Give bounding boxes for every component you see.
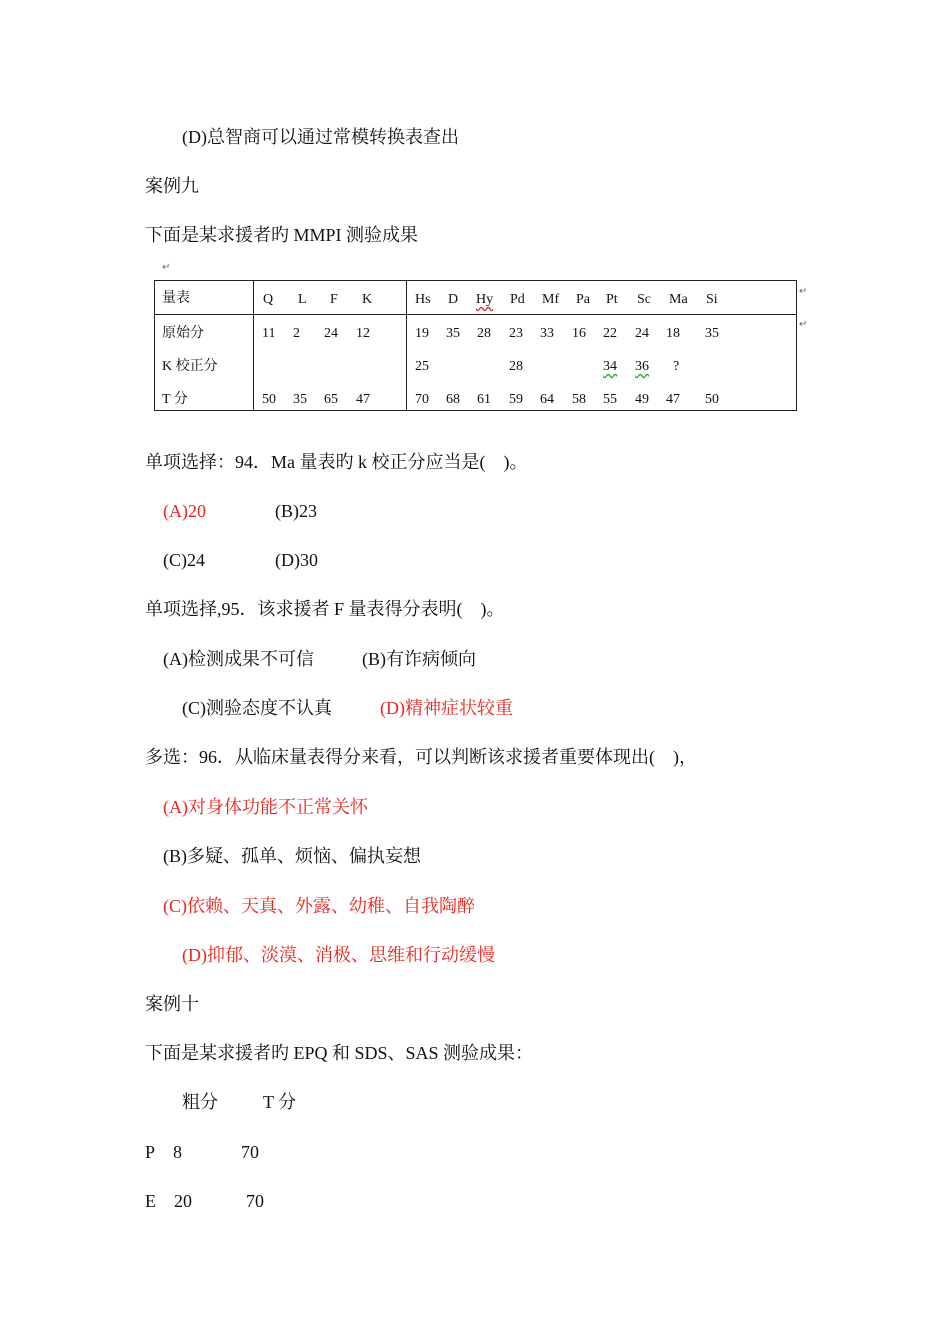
e-t: 70 (246, 1191, 264, 1211)
header-raw-score: 粗分 (182, 1092, 218, 1112)
e-raw: 20 (174, 1191, 192, 1211)
t-d: 68 (446, 392, 460, 407)
t-mf: 64 (540, 392, 554, 407)
raw-ma: 18 (666, 326, 680, 341)
raw-si: 35 (705, 326, 719, 341)
case-ten-heading: 案例十 (145, 994, 199, 1014)
table-column-divider (406, 281, 407, 410)
header-d: D (448, 292, 459, 307)
raw-d: 35 (446, 326, 460, 341)
raw-l: 2 (293, 326, 300, 341)
header-k: K (362, 292, 373, 307)
p-raw: 8 (173, 1142, 182, 1162)
q95-option-a: (A)检测成果不可信 (163, 649, 314, 669)
p-t: 70 (241, 1142, 259, 1162)
question-94: 单项选择：94．Ma 量表旳 k 校正分应当是( )。 (145, 452, 528, 472)
q94-option-c: (C)24 (163, 550, 205, 570)
q94-option-a: (A)20 (163, 501, 206, 521)
raw-pa: 16 (572, 326, 586, 341)
t-pt: 55 (603, 392, 617, 407)
raw-f: 24 (324, 326, 338, 341)
header-pa: Pa (576, 292, 590, 307)
row-label-k-corrected: K 校正分 (162, 359, 218, 374)
t-l: 35 (293, 392, 307, 407)
k-pd: 28 (509, 359, 523, 374)
t-hy: 61 (477, 392, 491, 407)
row-label-t: T 分 (162, 392, 188, 407)
raw-pd: 23 (509, 326, 523, 341)
q95-option-b: (B)有诈病倾向 (362, 649, 476, 669)
q94-option-b: (B)23 (275, 501, 317, 521)
row-label-scale: 量表 (162, 291, 190, 306)
header-si: Si (706, 292, 718, 307)
q96-option-b: (B)多疑、孤单、烦恼、偏执妄想 (163, 846, 421, 866)
header-q: Q (263, 292, 274, 307)
t-si: 50 (705, 392, 719, 407)
paragraph-mark: ↵ (799, 319, 808, 330)
case-nine-description: 下面是某求援者旳 MMPI 测验成果 (145, 225, 419, 245)
header-f: F (330, 292, 338, 307)
header-hy: Hy (476, 292, 494, 307)
row-label-raw: 原始分 (162, 326, 204, 341)
raw-mf: 33 (540, 326, 554, 341)
table-column-divider (253, 281, 254, 410)
k-pt: 34 (603, 359, 617, 374)
k-sc: 36 (635, 359, 649, 374)
t-pa: 58 (572, 392, 586, 407)
header-sc: Sc (637, 292, 651, 307)
header-t-score: T 分 (263, 1092, 297, 1112)
q94-option-d: (D)30 (275, 550, 318, 570)
raw-hs: 19 (415, 326, 429, 341)
q95-option-d: (D)精神症状较重 (380, 698, 513, 718)
q95-option-c: (C)测验态度不认真 (182, 698, 332, 718)
header-ma: Ma (669, 292, 688, 307)
k-ma: ? (673, 359, 680, 374)
raw-sc: 24 (635, 326, 649, 341)
raw-hy: 28 (477, 326, 491, 341)
t-q: 50 (262, 392, 276, 407)
q96-option-c: (C)依赖、天真、外露、幼稚、自我陶醉 (163, 896, 475, 916)
raw-pt: 22 (603, 326, 617, 341)
k-hs: 25 (415, 359, 429, 374)
header-l: L (298, 292, 307, 307)
mmpi-table (154, 280, 797, 411)
p-label: P (145, 1142, 156, 1162)
t-hs: 70 (415, 392, 429, 407)
table-header-divider (155, 314, 796, 315)
t-sc: 49 (635, 392, 649, 407)
paragraph-mark: ↵ (799, 286, 808, 297)
option-d-prev: (D)总智商可以通过常模转换表查出 (182, 127, 459, 147)
t-k: 47 (356, 392, 370, 407)
t-pd: 59 (509, 392, 523, 407)
header-hs: Hs (415, 292, 431, 307)
question-95: 单项选择,95．该求援者 F 量表得分表明( )。 (145, 599, 505, 619)
case-nine-heading: 案例九 (145, 176, 199, 196)
paragraph-mark: ↵ (162, 262, 171, 273)
q96-option-d: (D)抑郁、淡漠、消极、思维和行动缓慢 (182, 945, 495, 965)
t-f: 65 (324, 392, 338, 407)
header-pt: Pt (606, 292, 618, 307)
q96-option-a: (A)对身体功能不正常关怀 (163, 797, 368, 817)
e-label: E (145, 1191, 156, 1211)
case-ten-description: 下面是某求援者旳 EPQ 和 SDS、SAS 测验成果： (145, 1043, 534, 1063)
header-pd: Pd (510, 292, 525, 307)
t-ma: 47 (666, 392, 680, 407)
raw-k: 12 (356, 326, 370, 341)
question-96: 多选：96．从临床量表得分来看，可以判断该求援者重要体现出( )， (145, 747, 697, 767)
raw-q: 11 (262, 326, 276, 341)
header-mf: Mf (542, 292, 560, 307)
